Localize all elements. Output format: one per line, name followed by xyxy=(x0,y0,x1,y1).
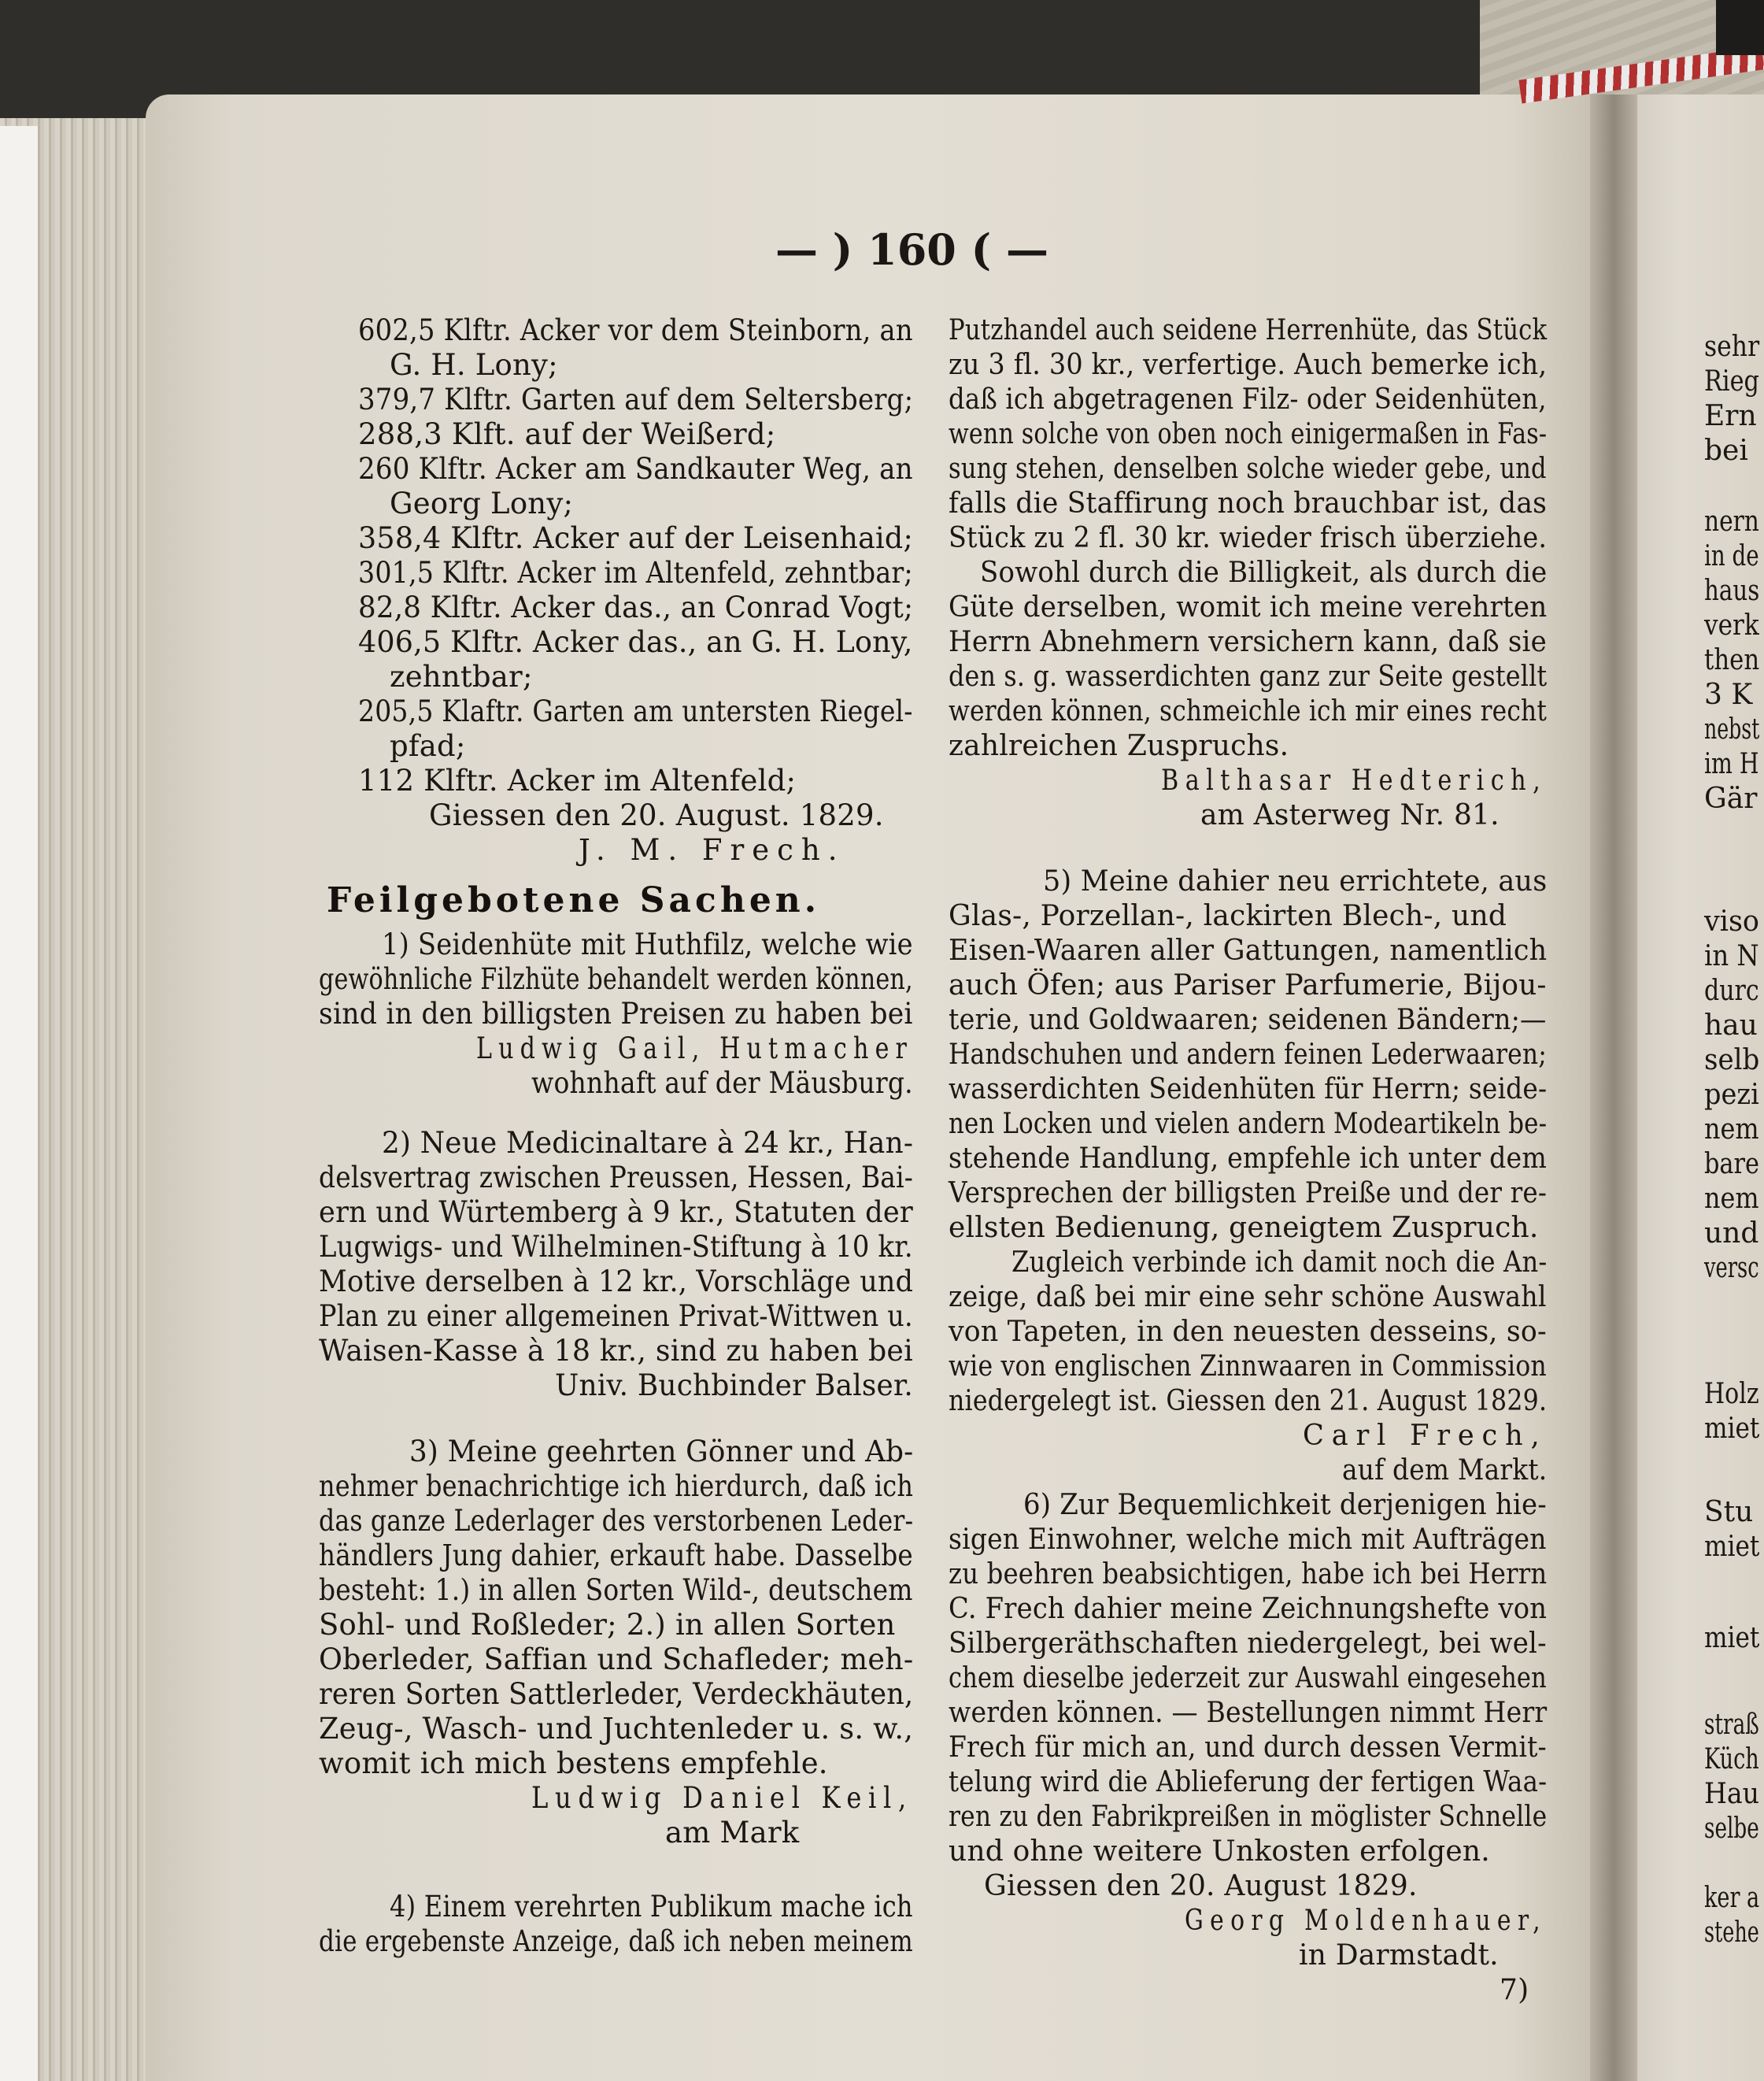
fragment-text: in de xyxy=(1704,540,1759,572)
text-line: am Asterweg Nr. 81. xyxy=(1200,799,1500,831)
text-line: den s. g. wasserdichten ganz zur Seite gestellt xyxy=(949,661,1548,693)
text-line: die ergebenste Anzeige, daß ich neben meinem xyxy=(319,1924,913,1958)
text-line: Glas-, Porzellan-, lackirten Blech-, und xyxy=(949,900,1507,932)
text-line: Stück zu 2 fl. 30 kr. wieder frisch überziehe. xyxy=(949,522,1548,554)
fragment-text: straß xyxy=(1704,1709,1759,1741)
fragment-text: sehr xyxy=(1704,331,1760,363)
text-line: das ganze Lederlager des verstorbenen Leder- xyxy=(319,1504,914,1538)
text-line: 5) Meine dahier neu errichtete, aus xyxy=(1043,865,1548,898)
fragment-text: und xyxy=(1704,1217,1759,1250)
text-line: zu beehren beabsichtigen, habe ich bei Herrn xyxy=(949,1558,1548,1590)
text-line: 301,5 Klftr. Acker im Altenfeld, zehntbar; xyxy=(358,556,913,590)
fragment-text: nern xyxy=(1704,505,1759,538)
text-line: 82,8 Klftr. Acker das., an Conrad Vogt; xyxy=(358,591,914,624)
fragment-text: selb xyxy=(1704,1044,1760,1076)
text-line: zehntbar; xyxy=(390,660,533,694)
text-line: sung stehen, denselben solche wieder gebe, und xyxy=(949,453,1547,485)
fragment-text: nebst xyxy=(1704,713,1760,746)
fragment-text: in N xyxy=(1704,940,1759,972)
section-heading: Feilgebotene Sachen. xyxy=(327,880,821,920)
fragment-text: Rieg xyxy=(1704,365,1759,398)
fragment-text: durc xyxy=(1704,975,1759,1007)
fragment-text: Gär xyxy=(1704,783,1758,815)
fragment-text: then xyxy=(1704,644,1760,676)
text-line: werden können. — Bestellungen nimmt Herr xyxy=(949,1697,1548,1729)
text-line: sind in den billigsten Preisen zu haben bei xyxy=(319,997,913,1031)
text-line: wenn solche von oben noch einigermaßen in Fas- xyxy=(949,418,1548,450)
text-line: auch Öfen; aus Pariser Parfumerie, Bijou- xyxy=(949,969,1547,1002)
fragment-text: nem xyxy=(1704,1113,1759,1146)
text-line: Silbergeräthschaften niedergelegt, bei wel- xyxy=(949,1627,1547,1660)
text-line: pfad; xyxy=(390,729,466,763)
fragment-text: Stu xyxy=(1704,1496,1754,1528)
text-line: ren zu den Fabrikpreißen in möglister Schnelle xyxy=(949,1801,1548,1833)
text-line: delsvertrag zwischen Preussen, Hessen, Bai- xyxy=(319,1161,914,1194)
signature-line: Ludwig Daniel Keil, xyxy=(531,1781,913,1815)
fragment-text: stehe xyxy=(1704,1916,1759,1949)
text-line: zeige, daß bei mir eine sehr schöne Auswahl xyxy=(949,1281,1547,1313)
text-line: von Tapeten, in den neuesten desseins, so- xyxy=(949,1316,1547,1348)
text-line: Sowohl durch die Billigkeit, als durch die xyxy=(980,557,1548,589)
text-line: womit ich mich bestens empfehle. xyxy=(319,1746,828,1780)
text-line: Handschuhen und andern feinen Lederwaaren; xyxy=(949,1039,1547,1071)
fragment-text: versc xyxy=(1704,1252,1759,1284)
text-line: telung wird die Ablieferung der fertigen Waa- xyxy=(949,1766,1548,1798)
fragment-text: im H xyxy=(1704,748,1759,780)
text-line: falls die Staffirung noch brauchbar ist, das xyxy=(949,487,1548,520)
text-line: händlers Jung dahier, erkauft habe. Dasselbe xyxy=(319,1539,913,1572)
text-line: Georg Lony; xyxy=(390,487,574,520)
fragment-text: verk xyxy=(1704,609,1759,642)
fragment-text: miet xyxy=(1704,1622,1760,1654)
text-line: C. Frech dahier meine Zeichnungshefte von xyxy=(949,1593,1548,1625)
text-line: terie, und Goldwaaren; seidenen Bändern;— xyxy=(949,1004,1547,1036)
signature-line: Ludwig Gail, Hutmacher xyxy=(476,1031,914,1065)
text-line: 2) Neue Medicinaltare à 24 kr., Han- xyxy=(382,1126,914,1160)
text-line: Versprechen der billigsten Preiße und der re- xyxy=(949,1177,1548,1209)
fragment-text: nem xyxy=(1704,1183,1759,1215)
catchword: 7) xyxy=(1500,1974,1529,2006)
text-line: Plan zu einer allgemeinen Privat-Wittwen u. xyxy=(319,1299,913,1333)
text-line: Putzhandel auch seidene Herrenhüte, das Stück xyxy=(949,314,1548,346)
text-line: in Darmstadt. xyxy=(1299,1939,1499,1972)
text-line: 406,5 Klftr. Acker das., an G. H. Lony, xyxy=(358,625,913,659)
text-line: 205,5 Klaftr. Garten am untersten Riegel- xyxy=(358,694,913,728)
text-line: 4) Einem verehrten Publikum mache ich xyxy=(390,1890,913,1924)
white-backing-sheet xyxy=(0,126,38,2081)
text-line: ellsten Bedienung, geneigtem Zuspruch. xyxy=(949,1212,1539,1244)
text-line: ern und Würtemberg à 9 kr., Statuten der xyxy=(319,1195,913,1229)
text-line: Waisen-Kasse à 18 kr., sind zu haben bei xyxy=(319,1334,913,1368)
fragment-text: miet xyxy=(1704,1413,1760,1445)
text-line: werden können, schmeichle ich mir eines recht xyxy=(949,695,1548,728)
text-line: chem dieselbe jederzeit zur Auswahl eingesehen xyxy=(949,1662,1547,1694)
text-line: Güte derselben, womit ich meine verehrten xyxy=(949,591,1548,624)
text-line: daß ich abgetragenen Filz- oder Seidenhüten, xyxy=(949,383,1547,416)
text-line: am Mark xyxy=(665,1816,800,1850)
text-line: wasserdichten Seidenhüten für Herrn; seide- xyxy=(949,1073,1548,1105)
text-line: Univ. Buchbinder Balser. xyxy=(555,1368,913,1402)
text-line: 379,7 Klftr. Garten auf dem Seltersberg; xyxy=(358,383,914,417)
signature-line: Georg Moldenhauer, xyxy=(1185,1905,1547,1937)
text-line: Zugleich verbinde ich damit noch die An- xyxy=(1011,1246,1548,1279)
signature-line: J. M. Frech. xyxy=(579,833,845,867)
text-line: zu 3 fl. 30 kr., verfertige. Auch bemerke ich, xyxy=(949,349,1548,381)
book-gutter xyxy=(1590,79,1637,2081)
text-line: wohnhaft auf der Mäusburg. xyxy=(531,1066,913,1100)
fragment-text: Ern xyxy=(1704,400,1757,432)
text-line: 288,3 Klft. auf der Weißerd; xyxy=(358,417,776,451)
text-line: wie von englischen Zinnwaaren in Commission xyxy=(949,1350,1547,1383)
fragment-text: 3 K xyxy=(1704,679,1753,711)
signature-line: Balthasar Hedterich, xyxy=(1161,765,1548,797)
text-line: Eisen-Waaren aller Gattungen, namentlich xyxy=(949,935,1548,967)
text-line: reren Sorten Sattlerleder, Verdeckhäuten, xyxy=(319,1677,914,1711)
fragment-text: hau xyxy=(1704,1009,1758,1042)
text-line: Giessen den 20. August 1829. xyxy=(984,1870,1418,1902)
fragment-text: bei xyxy=(1704,435,1748,467)
fragment-text: bare xyxy=(1704,1148,1760,1180)
text-line: auf dem Markt. xyxy=(1342,1454,1548,1487)
fragment-text: viso xyxy=(1704,905,1759,938)
text-line: zahlreichen Zuspruchs. xyxy=(949,730,1289,762)
signature-line: Carl Frech, xyxy=(1303,1420,1548,1452)
text-line: Motive derselben à 12 kr., Vorschläge und xyxy=(319,1265,914,1298)
fragment-text: miet xyxy=(1704,1531,1760,1563)
fragment-text: pezi xyxy=(1704,1079,1759,1111)
text-line: gewöhnliche Filzhüte behandelt werden können, xyxy=(319,962,913,996)
text-line: Sohl- und Roßleder; 2.) in allen Sorten xyxy=(319,1608,896,1642)
fragment-text: Küch xyxy=(1704,1743,1759,1776)
text-line: 1) Seidenhüte mit Huthfilz, welche wie xyxy=(382,928,913,961)
text-line: nen Locken und vielen andern Modeartikeln be- xyxy=(949,1108,1548,1140)
text-line: niedergelegt ist. Giessen den 21. August 1829. xyxy=(949,1385,1548,1417)
fragment-text: haus xyxy=(1704,575,1760,607)
fragment-text: selbe xyxy=(1704,1813,1759,1845)
text-line: besteht: 1.) in allen Sorten Wild-, deutschem xyxy=(319,1573,913,1607)
fragment-text: Hau xyxy=(1704,1778,1760,1810)
text-line: nehmer benachrichtige ich hierdurch, daß ich xyxy=(319,1469,914,1503)
text-line: 358,4 Klftr. Acker auf der Leisenhaid; xyxy=(358,521,913,555)
text-line: 602,5 Klftr. Acker vor dem Steinborn, an xyxy=(358,313,913,347)
text-line: 3) Meine geehrten Gönner und Ab- xyxy=(409,1435,914,1468)
text-line: 6) Zur Bequemlichkeit derjenigen hie- xyxy=(1023,1489,1547,1521)
text-line: Zeug-, Wasch- und Juchtenleder u. s. w., xyxy=(319,1712,914,1746)
page-number-header: — ) 160 ( — xyxy=(775,224,1049,275)
text-line: sigen Einwohner, welche mich mit Aufträgen xyxy=(949,1524,1547,1556)
fragment-text: Holz xyxy=(1704,1378,1759,1410)
text-line: Oberleder, Saffian und Schafleder; meh- xyxy=(319,1642,914,1676)
text-line: Herrn Abnehmern versichern kann, daß sie xyxy=(949,626,1547,658)
text-line: 112 Klftr. Acker im Altenfeld; xyxy=(358,764,797,798)
scanner-background xyxy=(1716,0,1764,55)
text-line: 260 Klftr. Acker am Sandkauter Weg, an xyxy=(358,452,913,486)
text-line: G. H. Lony; xyxy=(390,348,558,382)
text-line: Giessen den 20. August. 1829. xyxy=(429,798,884,832)
text-line: Lugwigs- und Wilhelminen-Stiftung à 10 kr. xyxy=(319,1230,913,1264)
text-line: und ohne weitere Unkosten erfolgen. xyxy=(949,1835,1490,1868)
text-line: Frech für mich an, und durch dessen Vermit- xyxy=(949,1731,1547,1764)
fragment-text: ker a xyxy=(1704,1882,1760,1914)
text-line: stehende Handlung, empfehle ich unter dem xyxy=(949,1142,1547,1175)
